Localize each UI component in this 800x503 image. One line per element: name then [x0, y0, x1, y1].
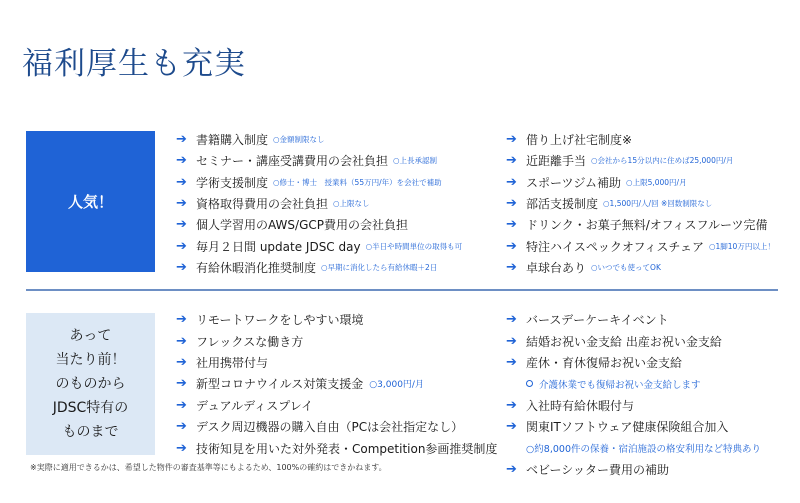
arrow-right-icon: ➔: [176, 217, 187, 233]
standard-badge-line: JDSC特有の: [52, 400, 129, 416]
arrow-right-icon: ➔: [506, 259, 517, 275]
benefit-item: [506, 395, 761, 416]
standard-badge: [26, 313, 155, 455]
benefit-label: バースデーケーキイベント: [526, 313, 669, 328]
benefit-label: フレックスな働き方: [196, 334, 304, 349]
benefit-label: 借り上げ社宅制度※: [526, 133, 633, 148]
arrow-right-icon: ➔: [506, 461, 517, 477]
arrow-right-icon: ➔: [506, 397, 517, 413]
benefit-item: [176, 437, 497, 458]
benefit-label: スポーツジム補助: [526, 175, 622, 190]
standard-badge-line: 当たり前！: [55, 352, 126, 368]
benefit-note: ○1,500円/人/回 ※回数制限なし: [603, 199, 713, 209]
benefit-label: 部活支援制度: [526, 197, 599, 212]
benefit-note: ○1脚10万円以上！: [708, 241, 775, 251]
page-title: 福利厚生も充実: [22, 46, 246, 82]
benefit-item: [176, 193, 462, 214]
standard-left-list: [176, 309, 497, 459]
benefit-item: [506, 416, 761, 437]
benefit-item: [176, 416, 497, 437]
arrow-right-icon: ➔: [506, 333, 517, 349]
arrow-right-icon: ➔: [176, 238, 187, 254]
benefit-note: ○早期に消化したら有給休暇＋2日: [321, 262, 438, 272]
benefit-label: 社用携帯付与: [196, 355, 269, 370]
benefit-note: ○修士・博士 授業料（55万円/年）を会社で補助: [273, 177, 442, 187]
benefit-item: [506, 214, 775, 235]
benefit-label: 学術支援制度: [196, 175, 269, 190]
benefit-label: デスク周辺機器の購入自由（PCは会社指定なし）: [196, 420, 464, 435]
arrow-right-icon: ➔: [176, 354, 187, 370]
benefit-label: 毎月２日間 update JDSC day: [196, 239, 361, 254]
benefit-subnote-text: ○約8,000件の保養・宿泊施設の格安利用など特典あり: [526, 444, 761, 456]
benefit-label: デュアルディスプレイ: [196, 398, 314, 413]
benefit-note: ○いつでも使ってOK: [591, 262, 661, 272]
standard-badge-line: のものから: [55, 376, 126, 392]
benefit-note: ○上限5,000円/月: [626, 177, 687, 187]
benefit-item: [506, 257, 775, 278]
popular-badge: 人気！: [26, 131, 155, 272]
benefit-label: リモートワークをしやすい環境: [196, 313, 364, 328]
bullet-icon: [526, 380, 533, 387]
benefit-label: 資格取得費用の会社負担: [196, 197, 329, 212]
arrow-right-icon: ➔: [176, 312, 187, 328]
benefit-label: 特注ハイスペックオフィスチェア: [526, 239, 704, 254]
benefit-subnote: [506, 437, 761, 458]
benefit-label: 卓球台あり: [526, 260, 587, 275]
arrow-right-icon: ➔: [176, 376, 187, 392]
benefit-item: [176, 330, 497, 351]
benefit-item: [506, 193, 775, 214]
benefit-item: [176, 352, 497, 373]
benefit-label: 個人学習用のAWS/GCP費用の会社負担: [196, 218, 408, 233]
benefit-label: 書籍購入制度: [196, 133, 269, 148]
arrow-right-icon: ➔: [506, 174, 517, 190]
benefit-item: [506, 129, 775, 150]
benefit-label: ドリンク・お菓子無料/オフィスフルーツ完備: [526, 218, 768, 233]
section-divider: [26, 289, 778, 291]
benefit-label: 近距離手当: [526, 154, 587, 169]
benefit-note: ○金額制限なし: [273, 135, 325, 145]
benefit-item: [176, 150, 462, 171]
benefit-item: [176, 172, 462, 193]
benefit-item: [176, 309, 497, 330]
benefit-label: 技術知見を用いた対外発表・Competition参画推奨制度: [196, 441, 498, 456]
benefit-subnote: [506, 373, 761, 394]
arrow-right-icon: ➔: [506, 217, 517, 233]
benefit-item: [506, 309, 761, 330]
benefit-item: [176, 129, 462, 150]
benefit-note: ○会社から15分以内に住めば25,000円/月: [591, 156, 734, 166]
arrow-right-icon: ➔: [506, 132, 517, 148]
benefit-label: 新型コロナウイルス対策支援金: [196, 377, 364, 392]
arrow-right-icon: ➔: [176, 419, 187, 435]
benefit-note: ○半日や時間単位の取得も可: [365, 241, 463, 251]
benefit-item: [506, 172, 775, 193]
arrow-right-icon: ➔: [176, 440, 187, 456]
benefit-item: [506, 352, 761, 373]
benefit-label: 産休・育休復帰お祝い金支給: [526, 355, 683, 370]
benefit-item: [176, 395, 497, 416]
benefit-item: [176, 373, 497, 394]
arrow-right-icon: ➔: [176, 259, 187, 275]
benefit-note: ○上長承認制: [393, 156, 438, 166]
arrow-right-icon: ➔: [506, 312, 517, 328]
benefit-note: ○上限なし: [333, 199, 370, 209]
benefit-label: 関東ITソフトウェア健康保険組合加入: [526, 420, 729, 435]
benefit-label: セミナー・講座受講費用の会社負担: [196, 154, 389, 169]
arrow-right-icon: ➔: [506, 354, 517, 370]
arrow-right-icon: ➔: [176, 132, 187, 148]
arrow-right-icon: ➔: [506, 196, 517, 212]
benefit-label: 結婚お祝い金支給 出産お祝い金支給: [526, 334, 722, 349]
benefit-item: [176, 257, 462, 278]
arrow-right-icon: ➔: [176, 153, 187, 169]
benefit-subnote-text: 介護休業でも復帰お祝い金支給します: [539, 379, 701, 391]
standard-badge-line: あって: [69, 328, 112, 344]
popular-right-list: [506, 129, 775, 278]
benefit-item: [506, 459, 761, 480]
benefit-note: ○3,000円/月: [369, 380, 424, 391]
benefit-item: [506, 150, 775, 171]
benefit-label: 有給休暇消化推奨制度: [196, 260, 317, 275]
footnote: ※実際に適用できるかは、希望した物件の審査基準等にもよるため、100%の確約はできかねます。: [30, 463, 387, 472]
arrow-right-icon: ➔: [506, 238, 517, 254]
arrow-right-icon: ➔: [176, 333, 187, 349]
arrow-right-icon: ➔: [176, 397, 187, 413]
arrow-right-icon: ➔: [176, 174, 187, 190]
benefit-item: [176, 235, 462, 256]
benefit-item: [176, 214, 462, 235]
standard-right-list: [506, 309, 761, 480]
standard-badge-line: ものまで: [62, 424, 119, 440]
arrow-right-icon: ➔: [506, 419, 517, 435]
arrow-right-icon: ➔: [176, 196, 187, 212]
arrow-right-icon: ➔: [506, 153, 517, 169]
benefit-label: 入社時有給休暇付与: [526, 398, 635, 413]
popular-left-list: [176, 129, 462, 278]
benefit-item: [506, 330, 761, 351]
benefit-label: ベビーシッター費用の補助: [526, 462, 670, 477]
benefit-item: [506, 235, 775, 256]
